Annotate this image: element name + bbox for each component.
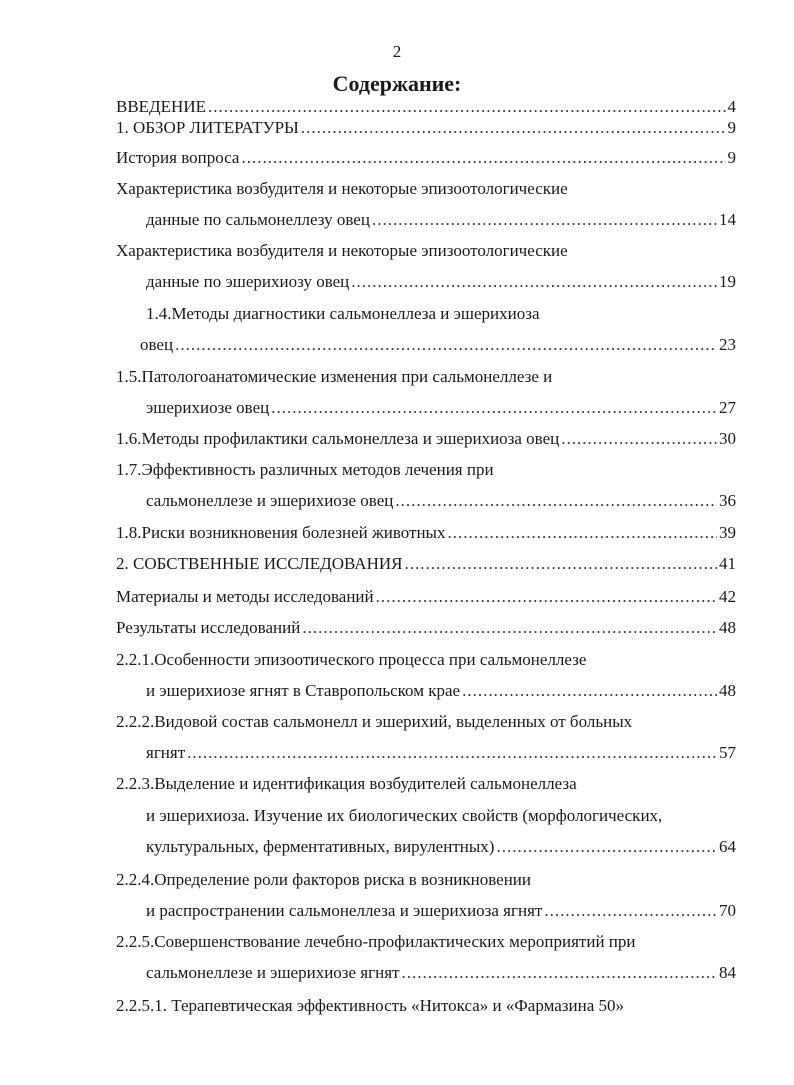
toc-entry-text: 1.6.Методы профилактики сальмонеллеза и эшерихиоза овец: [116, 429, 560, 448]
toc-entry-page: 30: [719, 429, 736, 448]
toc-leader: [301, 117, 726, 139]
toc-entry-page: 48: [719, 681, 736, 700]
toc-entry-materials-methods: [116, 586, 736, 608]
toc-entry-text: 1.5.Патологоанатомические изменения при сальмонеллезе и: [116, 367, 553, 386]
toc-entry-page: 64: [719, 837, 736, 856]
toc-entry-introduction: [116, 96, 736, 118]
toc-leader: [376, 586, 717, 608]
toc-entry-risk-factors-heading: [116, 869, 736, 891]
toc-entry-diagnostics-heading: [146, 303, 736, 325]
toc-entry-page: 23: [719, 335, 736, 354]
toc-entry-text: и распространении сальмонеллеза и эшерихиоза ягнят: [146, 901, 543, 920]
toc-entry-own-research: [116, 553, 736, 575]
toc-entry-pathology-heading: [116, 366, 736, 388]
toc-entry-measures: [146, 962, 736, 984]
toc-entry-page: 57: [719, 743, 736, 762]
toc-entry-page: 14: [719, 210, 736, 229]
toc-leader: [302, 617, 717, 639]
toc-leader: [401, 962, 717, 984]
toc-entry-text: 1. ОБЗОР ЛИТЕРАТУРЫ: [116, 118, 299, 137]
toc-entry-text: Характеристика возбудителя и некоторые эпизоотологические: [116, 179, 568, 198]
toc-leader: [372, 209, 717, 231]
toc-entry-text: 2.2.1.Особенности эпизоотического процесса при сальмонеллезе: [116, 650, 587, 669]
toc-entry-escherichiosis: [146, 271, 736, 293]
toc-entry-page: 84: [719, 963, 736, 982]
toc-entry-text: данные по эшерихиозу овец: [146, 272, 350, 291]
toc-entry-page: 27: [719, 398, 736, 417]
toc-entry-page: 70: [719, 901, 736, 920]
toc-entry-epizootic-heading: [116, 649, 736, 671]
toc-entry-species-heading: [116, 711, 736, 733]
toc-entry-diagnostics: [140, 334, 736, 356]
toc-entry-history: [116, 147, 736, 169]
toc-leader: [271, 397, 717, 419]
toc-entry-text: ягнят: [146, 743, 186, 762]
toc-entry-page: 9: [727, 148, 736, 167]
toc-entry-results: [116, 617, 736, 639]
toc-leader: [561, 428, 717, 450]
toc-entry-isolation-heading: [116, 773, 736, 795]
toc-entry-text: История вопроса: [116, 148, 240, 167]
toc-entry-page: 4: [727, 97, 736, 116]
toc-entry-salmonellosis-heading: [116, 178, 736, 200]
toc-entry-text: 2. СОБСТВЕННЫЕ ИССЛЕДОВАНИЯ: [116, 554, 403, 573]
toc-entry-page: 42: [719, 587, 736, 606]
toc-entry-text: 2.2.4.Определение роли факторов риска в возникновении: [116, 870, 532, 889]
toc-entry-isolation-line2: [146, 805, 736, 827]
toc-entry-text: Результаты исследований: [116, 618, 301, 637]
toc-entry-literature-review: [116, 117, 736, 139]
toc-entry-text: 2.2.3.Выделение и идентификация возбудителей сальмонеллеза: [116, 774, 577, 793]
toc-entry-text: Материалы и методы исследований: [116, 587, 374, 606]
page-number: 2: [392, 42, 402, 61]
toc-leader: [544, 900, 717, 922]
toc-entry-therapeutic-efficacy: [116, 995, 736, 1017]
toc-entry-page: 9: [727, 118, 736, 137]
toc-entry-isolation: [146, 836, 736, 858]
toc-leader: [447, 522, 717, 544]
toc-entry-epizootic: [146, 680, 736, 702]
toc-entry-text: 2.2.2.Видовой состав сальмонелл и эшерихий, выделенных от больных: [116, 712, 633, 731]
toc-entry-text: 2.2.5.Совершенствование лечебно-профилактических мероприятий при: [116, 932, 636, 951]
toc-entry-text: Характеристика возбудителя и некоторые эпизоотологические: [116, 241, 568, 260]
toc-entry-treatment-heading: [116, 459, 736, 481]
toc-entry-measures-heading: [116, 931, 736, 953]
toc-entry-text: 1.7.Эффективность различных методов лечения при: [116, 460, 494, 479]
toc-entry-treatment: [146, 490, 736, 512]
toc-leader: [462, 680, 717, 702]
toc-entry-risk-factors: [146, 900, 736, 922]
toc-entry-text: и эшерихиозе ягнят в Ставропольском крае: [146, 681, 461, 700]
toc-entry-species: [146, 742, 736, 764]
toc-leader: [496, 836, 717, 858]
toc-leader: [351, 271, 717, 293]
toc-entry-page: 48: [719, 618, 736, 637]
toc-entry-escherichiosis-heading: [116, 240, 736, 262]
toc-entry-text: сальмонеллезе и эшерихиозе овец: [146, 491, 394, 510]
toc-entry-text: ВВЕДЕНИЕ: [116, 97, 206, 116]
toc-entry-prevention: [116, 428, 736, 450]
toc-leader: [241, 147, 725, 169]
toc-entry-page: 39: [719, 523, 736, 542]
toc-entry-text: данные по сальмонеллезу овец: [146, 210, 370, 229]
toc-leader: [187, 742, 717, 764]
toc-leader: [395, 490, 717, 512]
toc-entry-page: 41: [719, 554, 736, 573]
toc-entry-text: 1.8.Риски возникновения болезней животных: [116, 523, 446, 542]
toc-entry-text: и эшерихиоза. Изучение их биологических свойств (морфологических,: [146, 806, 663, 825]
toc-entry-page: 36: [719, 491, 736, 510]
toc-entry-pathology: [146, 397, 736, 419]
toc-entry-text: 1.4.Методы диагностики сальмонеллеза и эшерихиоза: [146, 304, 540, 323]
toc-entry-text: эшерихиозе овец: [146, 398, 270, 417]
toc-entry-salmonellosis: [146, 209, 736, 231]
toc-title: Содержание:: [332, 71, 462, 96]
toc-entry-text: культуральных, ферментативных, вирулентных): [146, 837, 495, 856]
toc-leader: [404, 553, 717, 575]
toc-entry-risks: [116, 522, 736, 544]
toc-leader: [175, 334, 717, 356]
toc-entry-text: сальмонеллезе и эшерихиозе ягнят: [146, 963, 400, 982]
toc-entry-page: 19: [719, 272, 736, 291]
toc-leader: [208, 96, 726, 118]
toc-entry-text: 2.2.5.1. Терапевтическая эффективность «Нитокса» и «Фармазина 50»: [116, 996, 624, 1015]
toc-entry-text: овец: [140, 335, 174, 354]
